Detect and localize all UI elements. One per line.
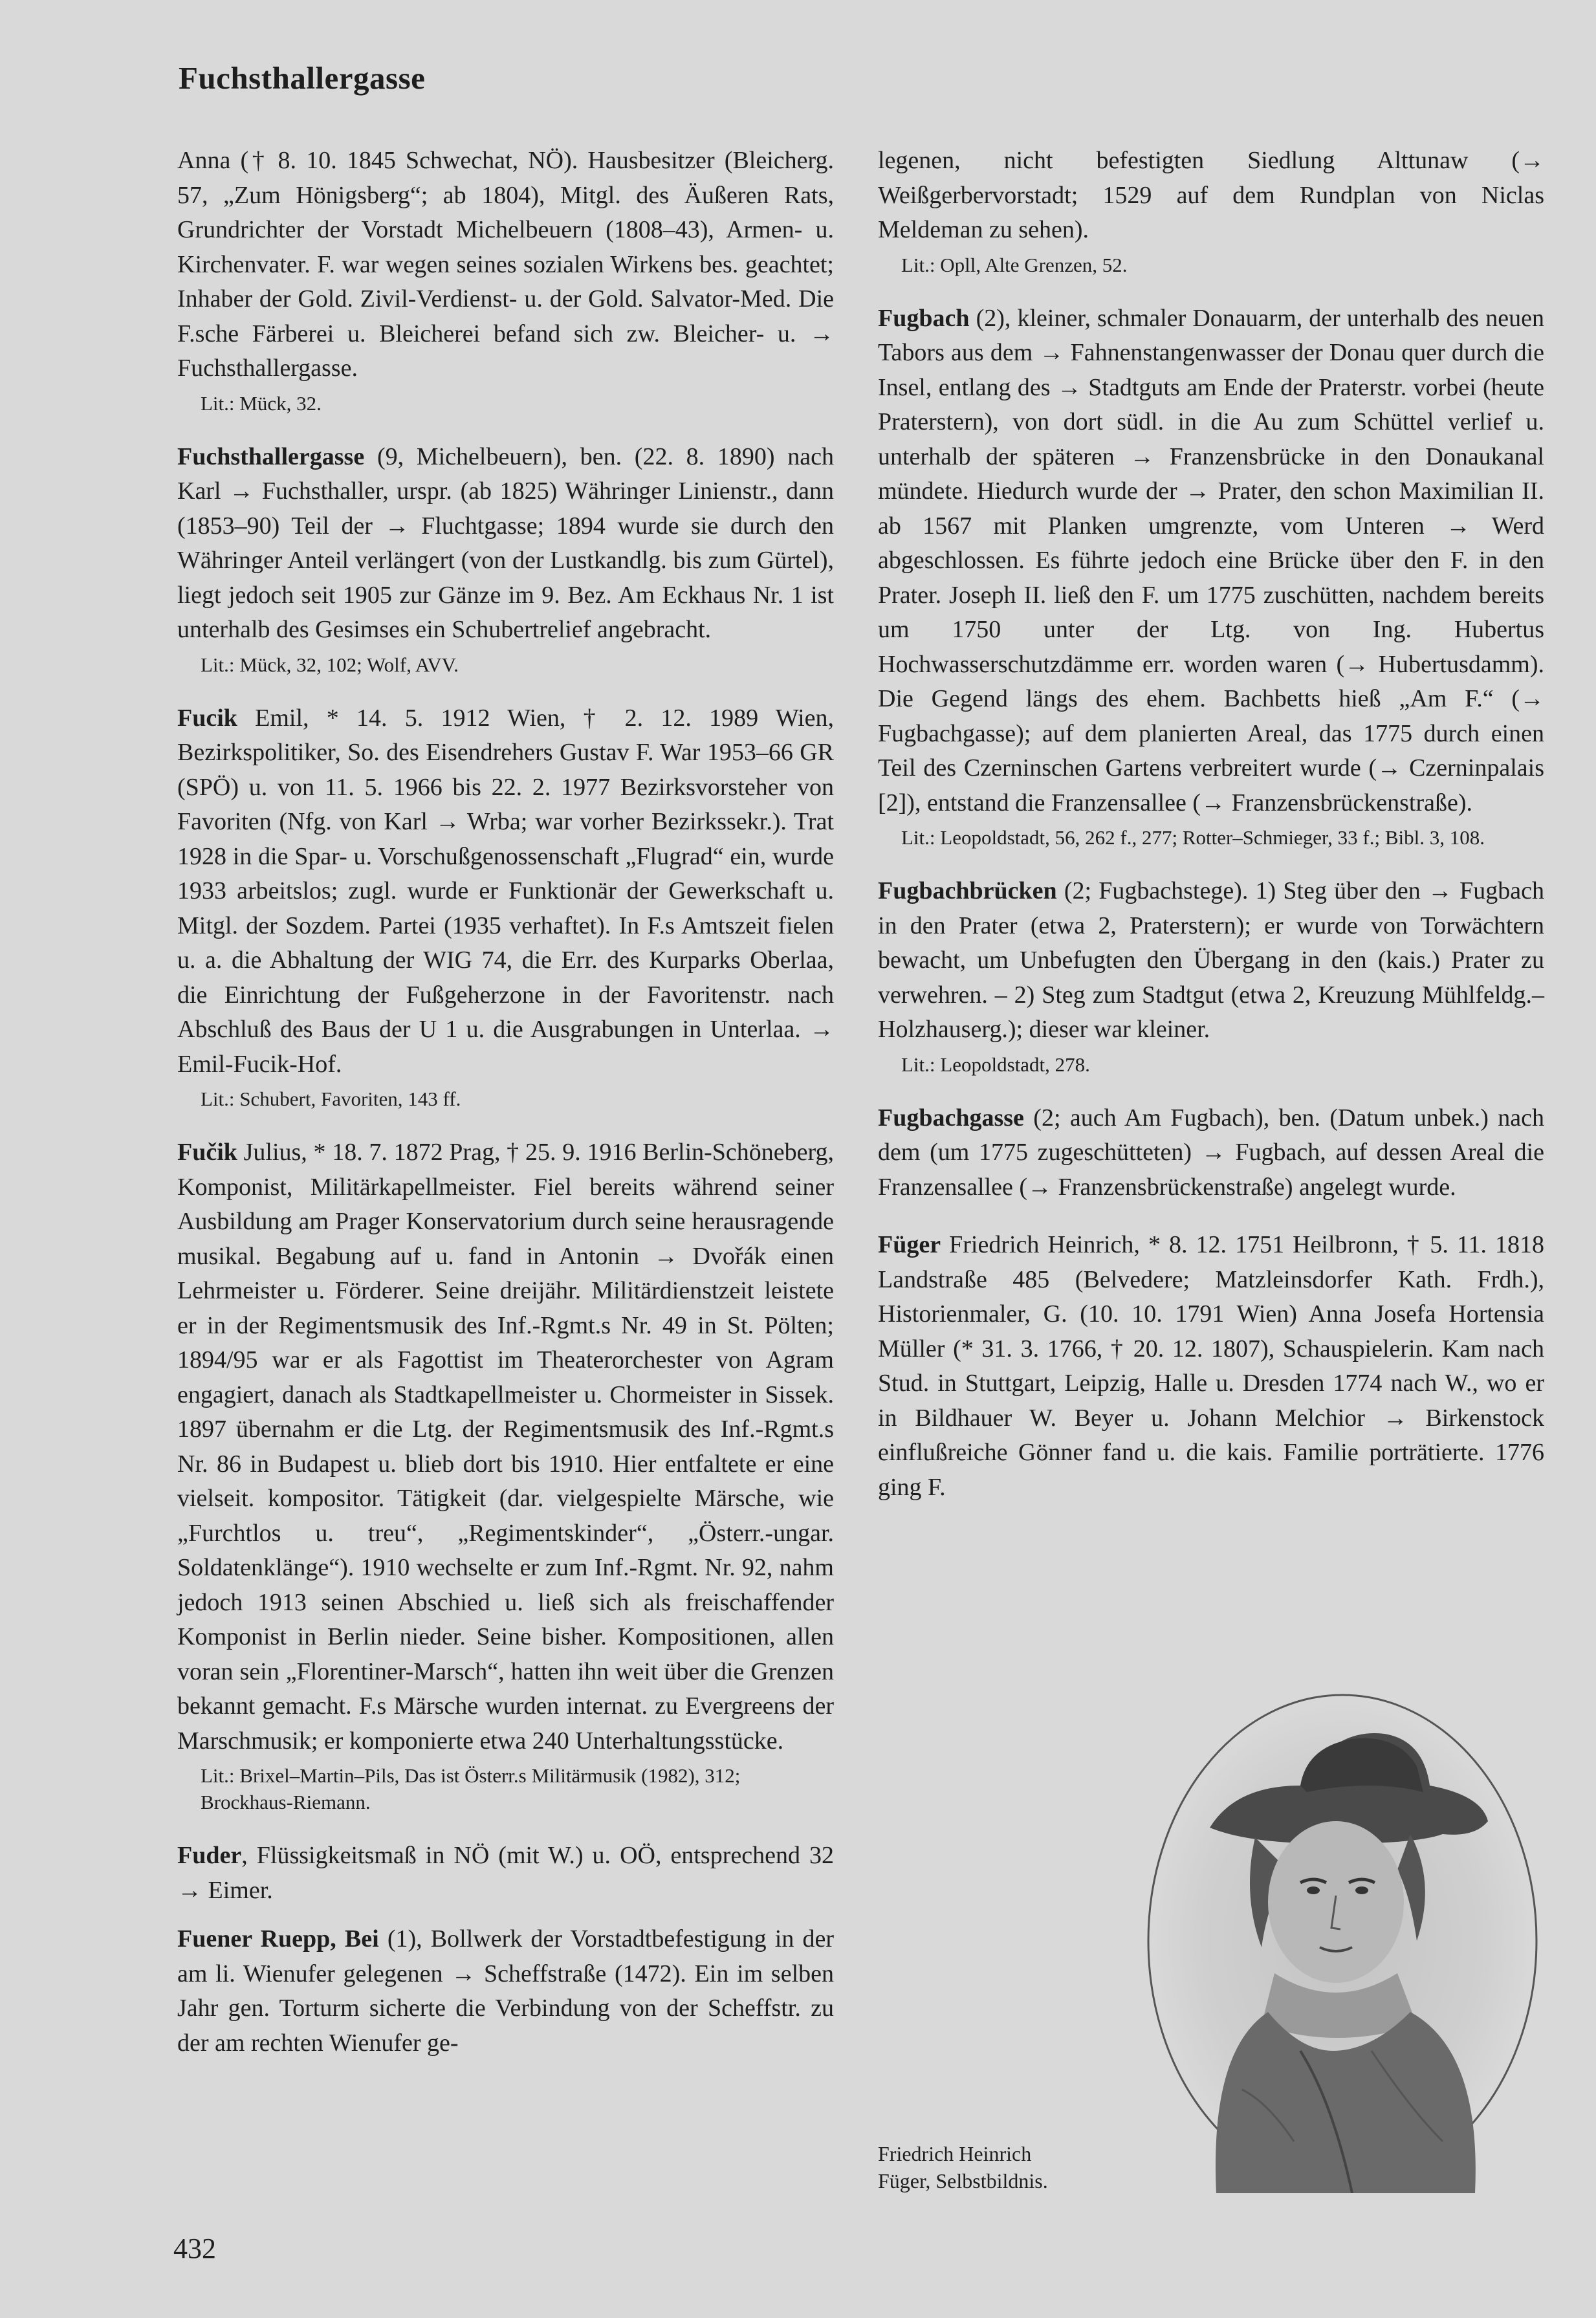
- entry-fugbachgasse: Fugbachgasse (2; auch Am Fugbach), ben. (Datum unbek.) nach dem (um 1775 zugeschütteten) → Fugbach, auf dessen Areal die Franzensallee (→ Franzensbrückenstraße) angelegt wurde.: [878, 1104, 1544, 1201]
- entry-fuder: Fuder, Flüssigkeitsmaß in NÖ (mit W.) u. OÖ, entsprechend 32 → Eimer.: [177, 1842, 834, 1904]
- entry-fuchsthallergasse: Fuchsthallergasse (9, Michelbeuern), ben. (22. 8. 1890) nach Karl → Fuchsthaller, urspr. (ab 1825) Währinger Linienstr., dann (1853–90) Teil der → Fluchtgasse; 1894 wurde sie durch den Währinger Anteil verlängert (von der Lustkandlg. bis zum Gürtel), liegt jedoch seit 1905 zur Gänze im 9. Bez. Am Eckhaus Nr. 1 ist unterhalb des Gesimses ein Schubertrelief angebracht.: [177, 443, 834, 643]
- entry-lit: Lit.: Schubert, Favoriten, 143 ff.: [201, 1088, 461, 1110]
- entry-headword: Fuder: [177, 1842, 242, 1869]
- portrait-engraving: [1139, 1689, 1546, 2193]
- entry-headword: Fugbachbrücken: [878, 877, 1057, 904]
- entry-lit: Lit.: Brixel–Martin–Pils, Das ist Österr.s Militärmusik (1982), 312; Brockhaus-Riemann.: [201, 1764, 741, 1813]
- caption-line: Friedrich Heinrich: [878, 2142, 1032, 2165]
- entry-lit: Lit.: Opll, Alte Grenzen, 52.: [901, 253, 1128, 276]
- entry-lit: Lit.: Leopoldstadt, 56, 262 f., 277; Rotter–Schmieger, 33 f.; Bibl. 3, 108.: [901, 826, 1485, 849]
- entry-headword: Fucik: [177, 704, 237, 732]
- entry-fugbach: Fugbach (2), kleiner, schmaler Donauarm, der unterhalb des neuen Tabors aus dem → Fahnenstangenwasser der Donau quer durch die Insel, entlang des → Stadtguts am Ende der Praterstr. vorbei (heute Praterstern), von dort südl. in die Au zum Schüttel verlief u. unterhalb der späteren → Franzensbrücke in den Donaukanal mündete. Hiedurch wurde der → Prater, den schon Maximilian II. ab 1567 mit Planken umgrenzte, vom Unteren → Werd abgeschlossen. Es führte jedoch eine Brücke über den F. in den Prater. Joseph II. ließ den F. um 1775 zuschütten, nachdem bereits um 1750 unter der Ltg. von Ing. Hubertus Hochwasserschutzdämme err. worden waren (→ Hubertusdamm). Die Gegend längs des ehem. Bachbetts hieß „Am F.“ (→ Fugbachgasse); auf dem planierten Areal, das 1775 durch einen Teil des Czerninschen Gartens verbreitert wurde (→ Czerninpalais [2]), entstand die Franzensallee (→ Franzensbrückenstraße).: [878, 304, 1544, 816]
- entry-lit: Lit.: Mück, 32, 102; Wolf, AVV.: [201, 653, 459, 676]
- entry-headword: Füger: [878, 1231, 941, 1258]
- entry-headword: Fugbach: [878, 304, 970, 332]
- left-column: [177, 144, 834, 2061]
- portrait-caption: [878, 2140, 1124, 2194]
- entry-continuation: Anna († 8. 10. 1845 Schwechat, NÖ). Hausbesitzer (Bleicherg. 57, „Zum Hönigsberg“; ab 1804), Mitgl. des Äußeren Rats, Grundrichter der Vorstadt Michelbeuern (1808–43), Armen- u. Kirchenvater. F. war wegen seines sozialen Wirkens bes. geachtet; Inhaber der Gold. Zivil-Verdienst- u. der Gold. Salvator-Med. Die F.sche Färberei u. Bleicherei befand sich zw. Bleicher- u. → Fuchsthallergasse.: [177, 147, 834, 382]
- entry-fueger: Füger Friedrich Heinrich, * 8. 12. 1751 Heilbronn, † 5. 11. 1818 Landstraße 485 (Belvedere; Matzleinsdorfer Kath. Frdh.), Historienmaler, G. (10. 10. 1791 Wien) Anna Josefa Hortensia Müller (* 31. 3. 1766, † 20. 12. 1807), Schauspielerin. Kam nach Stud. in Stuttgart, Leipzig, Halle u. Dresden 1774 nach W., wo er in Bildhauer W. Beyer u. Johann Melchior → Birkenstock einflußreiche Gönner fand u. die kais. Familie porträtierte. 1776 ging F.: [878, 1231, 1544, 1501]
- entry-fucik-emil: Fucik Emil, * 14. 5. 1912 Wien, † 2. 12. 1989 Wien, Bezirkspolitiker, So. des Eisendrehers Gustav F. War 1953–66 GR (SPÖ) u. von 11. 5. 1966 bis 22. 2. 1977 Bezirksvorsteher von Favoriten (Nfg. von Karl → Wrba; war vorher Bezirkssekr.). Trat 1928 in die Spar- u. Vorschußgenossenschaft „Flugrad“ ein, wurde 1933 arbeitslos; zugl. wurde er Funktionär der Gewerkschaft u. Mitgl. der Sozdem. Partei (1935 verhaftet). In F.s Amtszeit fielen u. a. die Abhaltung der WIG 74, die Err. des Kurparks Oberlaa, die Einrichtung der Fußgeherzone in der Favoritenstr. nach Abschluß des Baus der U 1 u. die Ausgrabungen in Unterlaa. → Emil-Fucik-Hof.: [177, 704, 834, 1078]
- entry-headword: Fuchsthallergasse: [177, 443, 365, 470]
- entry-fucik-julius: Fučik Julius, * 18. 7. 1872 Prag, † 25. 9. 1916 Berlin-Schöneberg, Komponist, Militärkapellmeister. Fiel bereits während seiner Ausbildung am Prager Konservatorium durch seine herausragende musikal. Begabung auf u. fand in Antonin → Dvořák einen Lehrmeister u. Förderer. Seine dreijähr. Militärdienstzeit leistete er in der Regimentsmusik des Inf.-Rgmt.s Nr. 49 in St. Pölten; 1894/95 war er als Fagottist im Theaterorchester von Agram engagiert, danach als Stadtkapellmeister u. Chormeister in Sissek. 1897 übernahm er die Ltg. der Regimentsmusik des Inf.-Rgmt.s Nr. 86 in Budapest u. blieb dort bis 1910. Hier entfaltete er eine vielseit. kompositor. Tätigkeit (dar. vielgespielte Märsche, wie „Furchtlos u. treu“, „Regimentskinder“, „Österr.-ungar. Soldatenklänge“). 1910 wechselte er zum Inf.-Rgmt. Nr. 92, nahm jedoch 1913 seinen Abschied u. ließ sich als freischaffender Komponist in Berlin nieder. Seine bisher. Kompositionen, allen voran sein „Florentiner-Marsch“, hatten ihn weit über die Grenzen bekannt gemacht. F.s Märsche wurden internat. zu Evergreens der Marschmusik; er komponierte etwa 240 Unterhaltungsstücke.: [177, 1139, 834, 1755]
- page-number: 432: [173, 2233, 216, 2264]
- entry-fugbachbruecken: Fugbachbrücken (2; Fugbachstege). 1) Steg über den → Fugbach in den Prater (etwa 2, Praterstern); er wurde von Torwächtern bewacht, um Unbefugten den Übergang in den (kais.) Prater zu verwehren. – 2) Steg zum Stadtgut (etwa 2, Kreuzung Mühlfeldg.–Holzhauserg.); dieser war kleiner.: [878, 877, 1544, 1043]
- entry-headword: Fugbachgasse: [878, 1104, 1024, 1132]
- right-column: [878, 144, 1544, 1505]
- entry-continuation: legenen, nicht befestigten Siedlung Alttunaw (→ Weißgerbervorstadt; 1529 auf dem Rundplan von Niclas Meldeman zu sehen).: [878, 147, 1544, 243]
- entry-lit: Lit.: Leopoldstadt, 278.: [901, 1053, 1090, 1076]
- entry-lit: Lit.: Mück, 32.: [201, 391, 322, 415]
- entry-headword: Fuener Ruepp, Bei: [177, 1925, 379, 1952]
- caption-line: Füger, Selbstbildnis.: [878, 2169, 1048, 2192]
- entry-headword: Fučik: [177, 1139, 237, 1166]
- running-head: Fuchsthallergasse: [179, 60, 426, 96]
- entry-fuener-ruepp: Fuener Ruepp, Bei (1), Bollwerk der Vorstadtbefestigung in der am li. Wienufer gelegenen → Scheffstraße (1472). Ein im selben Jahr gen. Torturm sicherte die Verbindung von der Scheffstr. zu der am rechten Wienufer ge-: [177, 1925, 835, 2057]
